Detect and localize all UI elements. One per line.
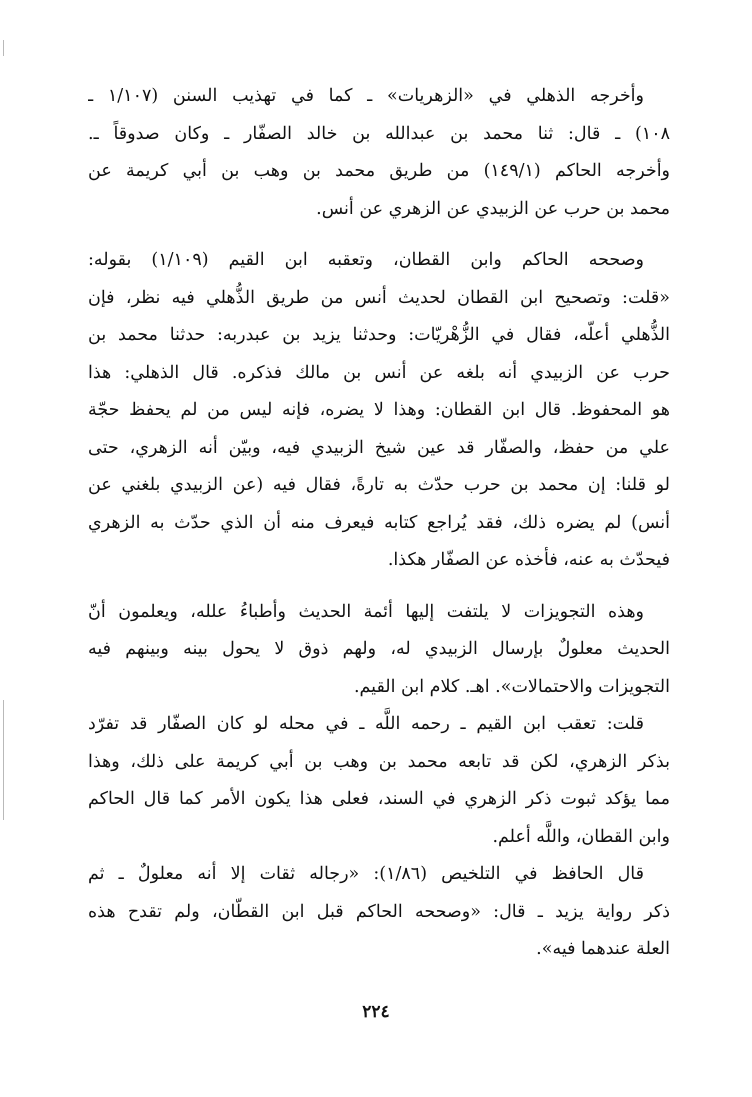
text-line: وهذه التجويزات لا يلتفت إليها أئمة الحديث وأطباءُ علله، ويعلمون أنّ: [88, 601, 644, 622]
text-line: ذكر رواية يزيد ـ قال: «وصححه الحاكم قبل ابن القطّان، ولم تقدح هذه: [88, 901, 670, 922]
text-line: قال الحافظ في التلخيص (١/٨٦): «رجاله ثقات إلا أنه معلولٌ ـ ثم: [88, 864, 644, 884]
text-line: قلت: تعقب ابن القيم ـ رحمه اللَّه ـ في محله لو كان الصفّار قد تفرّد: [88, 714, 644, 734]
text-line: أنس) لم يضره ذلك، فقد يُراجع كتابه فيعرف منه أن الذي حدّث به الزهري: [88, 512, 670, 533]
text-line: العلة عندهما فيه».: [536, 939, 670, 959]
paragraph-3: [88, 594, 670, 707]
paragraph-5: [88, 856, 670, 969]
paragraph-2: [88, 242, 670, 580]
text-line: وصححه الحاكم وابن القطان، وتعقبه ابن القيم (١/١٠٩) بقوله:: [88, 250, 644, 270]
text-line: التجويزات والاحتمالات». اهـ. كلام ابن القيم.: [353, 676, 670, 697]
text-line: لو قلنا: إن محمد بن حرب حدّث به تارةً، فقال فيه (عن الزبيدي بلغني عن: [88, 475, 670, 495]
text-line: علي من حفظ، والصفّار قد عين شيخ الزبيدي فيه، وبيّن أنه الزهري، حتى: [88, 437, 670, 458]
text-line: وأخرجه الذهلي في «الزهريات» ـ كما في تهذيب السنن (١/١٠٧ ـ: [88, 86, 644, 106]
text-line: بذكر الزهري، لكن قد تابعه محمد بن وهب بن أبي كريمة على ذلك، وهذا: [88, 751, 670, 772]
paragraph-1: [88, 78, 670, 228]
margin-mark: [3, 700, 4, 820]
text-line: مما يؤكد ثبوت ذكر الزهري في السند، فعلى هذا يكون الأمر كما قال الحاكم: [88, 789, 670, 809]
text-line: حرب عن الزبيدي أنه بلغه عن أنس بن مالك فذكره. قال الذهلي: هذا: [88, 362, 670, 383]
paragraph-4: [88, 706, 670, 856]
page-number: ٢٢٤: [362, 1002, 390, 1022]
text-line: الذُّهلي أعلّه، فقال في الزُّهْريّات: وحدثنا يزيد بن عبدربه: حدثنا محمد بن: [88, 325, 670, 345]
text-line: وابن القطان، واللَّه أعلم.: [492, 826, 670, 847]
text-line: محمد بن حرب عن الزبيدي عن الزهري عن أنس.: [316, 198, 670, 219]
margin-mark: [3, 40, 4, 56]
body-text: [88, 78, 670, 969]
text-line: «قلت: وتصحيح ابن القطان لحديث أنس من طريق الذُّهلي فيه نظر، فإن: [88, 287, 670, 308]
text-line: ١٠٨) ـ قال: ثنا محمد بن عبدالله بن خالد الصفّار ـ وكان صدوقاً ـ.: [88, 123, 670, 144]
text-line: هو المحفوظ. قال ابن القطان: وهذا لا يضره، فإنه ليس من لم يحفظ حجّة: [88, 400, 670, 420]
text-line: الحديث معلولٌ بإرسال الزبيدي له، ولهم ذوق لا يحول بينه وبينهم فيه: [88, 639, 670, 659]
text-line: وأخرجه الحاكم (١٤٩/١) من طريق محمد بن وهب بن أبي كريمة عن: [88, 161, 670, 181]
text-line: فيحدّث به عنه، فأخذه عن الصفّار هكذا.: [387, 550, 670, 570]
